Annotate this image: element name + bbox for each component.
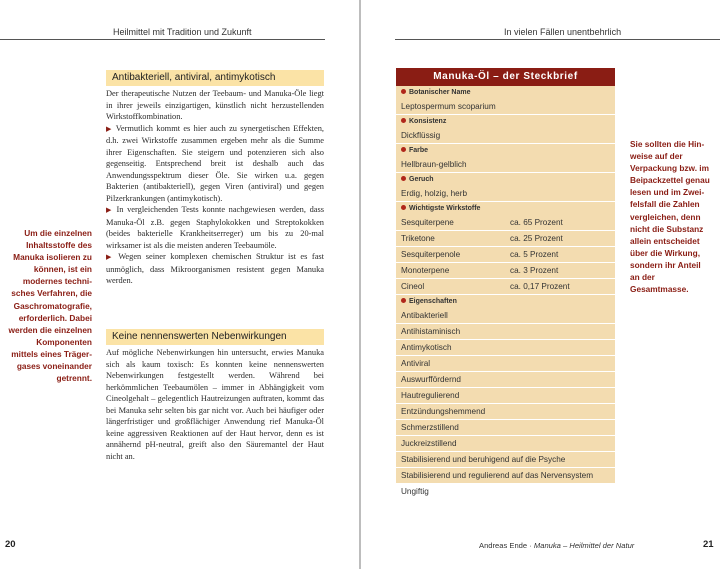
right-margin-note: Sie sollten die Hinweise auf der Verpackung bzw. im Beipackzettel genau lesen und im Zweifelsfall die Zahlen vergleichen, denn nicht die Substanz allein entscheidet über die Wirkung, sondern ihr Anteil an der Gesamtmasse.: [630, 139, 710, 295]
footer-book-title: Manuka – Heilmittel der Natur: [533, 541, 635, 550]
left-margin-note: Um die einzelnen Inhaltsstoffe des Manuka isolieren zu können, ist ein modernes technisches Verfahren, die Gaschromatografie, erforderlich. Dabei werden die einzelnen Komponenten mittels eines Trägergases voneinander getrennt.: [8, 228, 92, 384]
bullet-dot-icon: [401, 118, 406, 123]
label-color: Farbe: [396, 144, 615, 157]
paragraph: [106, 251, 324, 287]
property-row: Stabilisierend und regulierend auf das Nervensystem: [396, 468, 615, 484]
right-page-number: 21: [703, 539, 714, 550]
ingredient-row: Cineol ca. 0,17 Prozent: [396, 279, 615, 295]
value-consistency: Dickflüssig: [396, 128, 615, 144]
section-heading-antibacterial: Antibakteriell, antiviral, antimykotisch: [106, 70, 324, 86]
property-row: Antihistaminisch: [396, 324, 615, 340]
label-smell: Geruch: [396, 173, 615, 186]
left-page-number: 20: [5, 539, 16, 550]
value-botanical: Leptospermum scoparium: [396, 99, 615, 115]
property-row: Juckreizstillend: [396, 436, 615, 452]
property-row: Stabilisierend und beruhigend auf die Psyche: [396, 452, 615, 468]
label-botanical: Botanischer Name: [396, 86, 615, 99]
profile-title: Manuka-Öl – der Steckbrief: [396, 68, 615, 86]
right-running-header: In vielen Fällen unentbehrlich: [504, 27, 622, 37]
ingredient-row: Triketone ca. 25 Prozent: [396, 231, 615, 247]
paragraph-text: Wegen seiner komplexen chemischen Struktur ist es fast unmöglich, dass Mikroorganismen resistent gegen Manuka werden.: [106, 252, 325, 285]
bullet-dot-icon: [401, 298, 406, 303]
ingredient-row: Monoterpene ca. 3 Prozent: [396, 263, 615, 279]
bullet-dot-icon: [401, 147, 406, 152]
triangle-bullet-icon: ▶: [106, 253, 114, 261]
bullet-dot-icon: [401, 89, 406, 94]
paragraph-text: Vermutlich kommt es hier auch zu synergetischen Effekten, d.h. zwei Wirkstoffe zusammen ergeben mehr als die Summe ihrer Eigenschaften. Sie steigern und potenzieren sich also gegenseitig. Entsprechend breit ist deshalb auch das Anwendungsspektrum dieser Öle. Sie wirken u.a. gegen Bakterien (antibakteriell), gegen Viren (antiviral) und gegen Pilzerkrankungen (antimykotisch).: [106, 123, 324, 203]
property-row: Auswurffördernd: [396, 372, 615, 388]
paragraph: Der therapeutische Nutzen der Teebaum- und Manuka-Öle liegt in ihrer jeweils einzigartigen, künstlich nicht herzustellenden Wirkstoffkombination.: [106, 89, 324, 121]
triangle-bullet-icon: ▶: [106, 124, 113, 133]
paragraph: [106, 123, 324, 205]
property-row: Hautregulierend: [396, 388, 615, 404]
ingredient-row: Sesquiterpenole ca. 5 Prozent: [396, 247, 615, 263]
property-row: Ungiftig: [401, 487, 429, 496]
right-header-rule: [395, 39, 720, 40]
profile-box: [396, 68, 615, 496]
paragraph: Auf mögliche Nebenwirkungen hin untersucht, erwies Manuka sich als kaum toxisch: Es konnten keine nennenswerten Nebenwirkungen festgestellt werden. Während bei herkömmlichen Teebaumölen – immer in Abhängigkeit vom Cineolgehalt – gelegentlich Hautreizungen auftraten, kommt das bei Manuka sehr selten bis gar nicht vor. Auch bei häufiger oder längerfristiger und großflächiger Anwendung rief Manuka-Öl keine aggressiven Reaktionen auf der Haut hervor, denn es ist annähernd pH-neutral, greift also den Säuremantel der Haut nicht an.: [106, 348, 324, 461]
paragraph-text: In vergleichenden Tests konnte nachgewiesen werden, dass Manuka-Öl z.B. gegen Staphylokokken und Streptokokken (beides bakterielle Krankheitserreger) um bis zu 20-mal wirksamer ist als die meisten anderen Teebaumöle.: [106, 205, 324, 250]
property-row: Antibakteriell: [396, 308, 615, 324]
label-properties: Eigenschaften: [396, 295, 615, 308]
bullet-dot-icon: [401, 176, 406, 181]
footer-credit: Andreas Ende · Manuka – Heilmittel der Natur: [479, 541, 635, 550]
property-row: Schmerzstillend: [396, 420, 615, 436]
value-color: Hellbraun-gelblich: [396, 157, 615, 173]
property-row: Entzündungshemmend: [396, 404, 615, 420]
property-row: Antiviral: [396, 356, 615, 372]
page-gutter: [359, 0, 361, 569]
paragraph: [106, 204, 324, 251]
label-consistency: Konsistenz: [396, 115, 615, 128]
footer-author: Andreas Ende: [479, 541, 528, 550]
label-ingredients: Wichtigste Wirkstoffe: [396, 202, 615, 215]
section-body-antibacterial: [106, 88, 324, 287]
bullet-dot-icon: [401, 205, 406, 210]
section-heading-side-effects: Keine nennenswerten Nebenwirkungen: [106, 329, 324, 345]
ingredient-row: Sesquiterpene ca. 65 Prozent: [396, 215, 615, 231]
triangle-bullet-icon: ▶: [106, 206, 113, 214]
property-row: Antimykotisch: [396, 340, 615, 356]
value-smell: Erdig, holzig, herb: [396, 186, 615, 202]
left-running-header: Heilmittel mit Tradition und Zukunft: [113, 27, 252, 37]
section-body-side-effects: [106, 347, 324, 462]
left-header-rule: [0, 39, 325, 40]
